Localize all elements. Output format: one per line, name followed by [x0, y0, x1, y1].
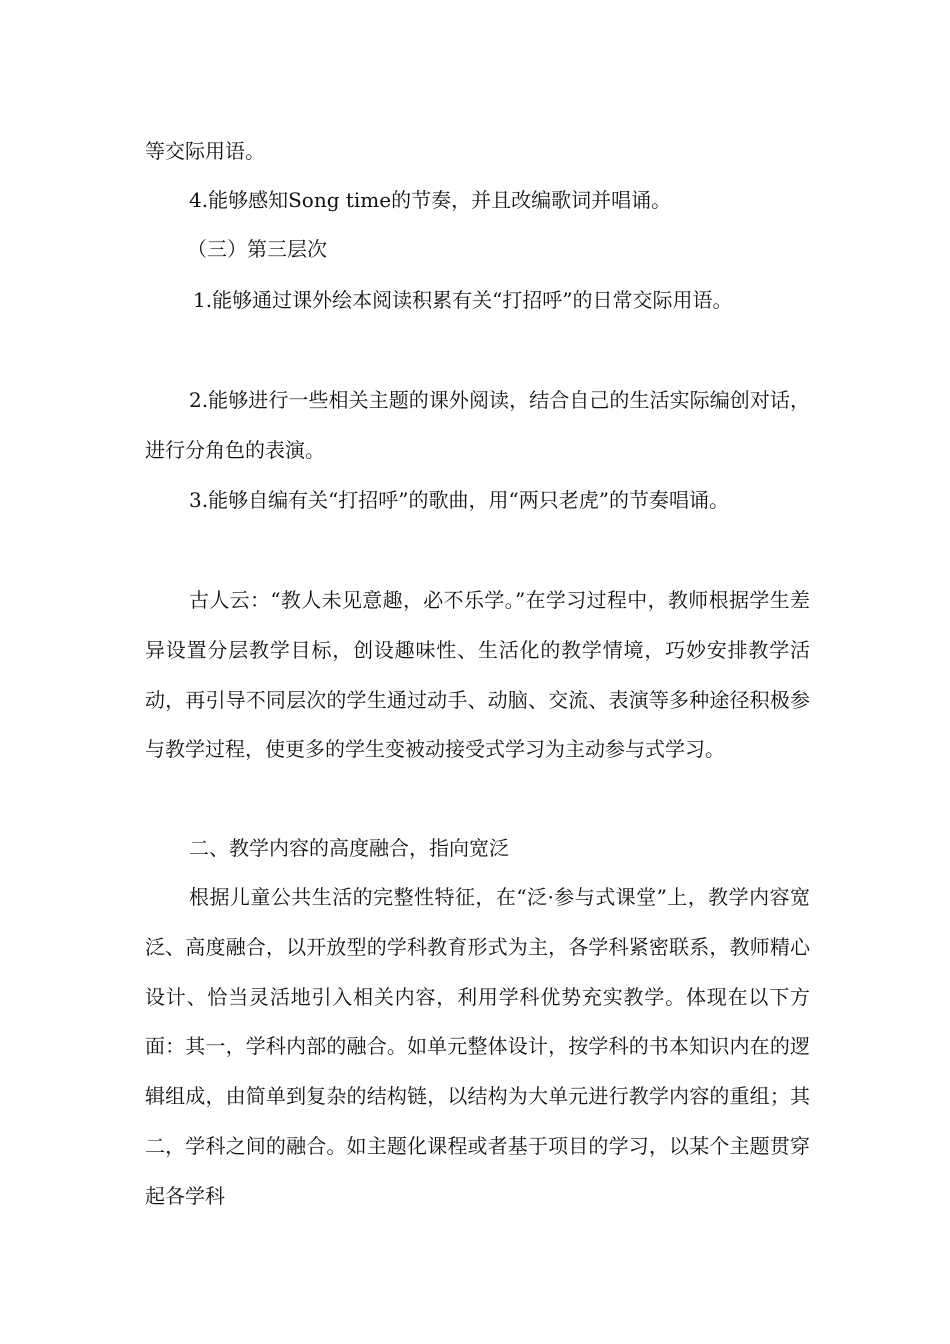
- section-heading-2: 二、教学内容的高度融合，指向宽泛: [189, 836, 509, 860]
- paragraph-item-2: 2.能够进行一些相关主题的课外阅读，结合自己的生活实际编创对话，进行分角色的表演。: [145, 388, 810, 462]
- paragraph-item-1: 1.能够通过课外绘本阅读积累有关“打招呼”的日常交际用语。: [193, 288, 733, 312]
- section-heading-level-3: （三）第三层次: [187, 237, 327, 261]
- paragraph-integration: 根据儿童公共生活的完整性特征，在“泛·参与式课堂”上，教学内容宽泛、高度融合，以开放型的学科教育形式为主，各学科紧密联系，教师精心设计、恰当灵活地引入相关内容，利用学科优势充实教学。体现在以下方面：其一，学科内部的融合。如单元整体设计，按学科的书本知识内在的逻辑组成，由简单到复杂的结构链，以结构为大单元进行教学内容的重组；其二，学科之间的融合。如主题化课程或者基于项目的学习，以某个主题贯穿起各学科: [145, 885, 810, 1208]
- paragraph-item-4: 4.能够感知Song time的节奏，并且改编歌词并唱诵。: [189, 188, 672, 212]
- paragraph-continuation: 等交际用语。: [145, 139, 265, 163]
- paragraph-item-3: 3.能够自编有关“打招呼”的歌曲，用“两只老虎”的节奏唱诵。: [189, 488, 729, 512]
- paragraph-quote: 古人云：“教人未见意趣，必不乐学。”在学习过程中，教师根据学生差异设置分层教学目标，创设趣味性、生活化的教学情境，巧妙安排教学活动，再引导不同层次的学生通过动手、动脑、交流、表演等多种途径积极参与教学过程，使更多的学生变被动接受式学习为主动参与式学习。: [145, 588, 810, 762]
